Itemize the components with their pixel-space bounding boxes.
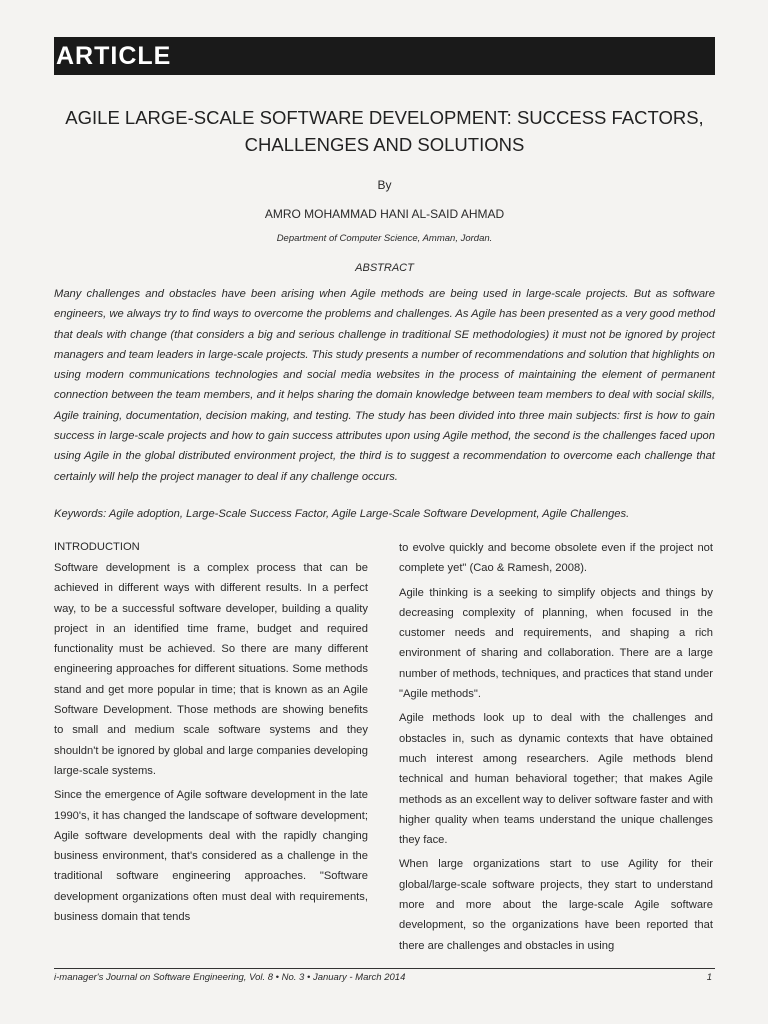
- page-number: 1: [706, 972, 712, 983]
- abstract-heading: ABSTRACT: [355, 262, 414, 274]
- author-affiliation: Department of Computer Science, Amman, Jordan.: [276, 233, 493, 244]
- keywords: Keywords: Agile adoption, Large-Scale Success Factor, Agile Large-Scale Software Development, Agile Challenges.: [54, 508, 630, 520]
- right-column: [399, 538, 713, 960]
- body-paragraph: Since the emergence of Agile software development in the late 1990's, it has changed the landscape of software development; Agile software developments deal with the rapidly changing business environment, that's considered as a challenge in the traditional software engineering approaches. "Software development organizations often must deal with requirements, business domain that tends: [54, 789, 368, 924]
- body-paragraph: to evolve quickly and become obsolete even if the project not complete yet" (Cao & Ramesh, 2008).: [399, 542, 713, 575]
- by-line: By: [377, 178, 392, 192]
- journal-footer: i-manager's Journal on Software Engineering, Vol. 8 • No. 3 • January - March 2014: [54, 972, 406, 983]
- introduction-heading: INTRODUCTION: [54, 541, 140, 553]
- abstract-text: Many challenges and obstacles have been arising when Agile methods are being used in large-scale projects. But as software engineers, we always try to find ways to overcome the problems and challenges. As Agile has been presented as a very good method that deals with change (that considers a big and serious challenge in traditional SE methodologies) it must not be ignored by project managers and team leaders in large-scale projects. This study presents a number of recommendations and solution that highlights on using modern communications technologies and social media websites in the process of maintaining the element of permanent connection between the team members, and it helps sharing the domain knowledge between team members to deal with social skills, Agile training, documentation, decision making, and testing. The study has been divided into three main subjects: first is how to gain success in large-scale projects and how to gain success attributes upon using Agile method, the second is the challenges faced upon using Agile in the global distributed environment project, the third is to suggest a recommendation to overcome each challenge that certainly will help the project manager to deal if any challenge occurs.: [54, 288, 715, 483]
- paper-title: AGILE LARGE-SCALE SOFTWARE DEVELOPMENT: SUCCESS FACTORS, CHALLENGES AND SOLUTIONS: [65, 107, 704, 155]
- body-paragraph: Agile methods look up to deal with the challenges and obstacles in, such as dynamic contexts that have obtained much interest among researchers. Agile methods blend technical and human behavioral together; that makes Agile methods as an excellent way to deliver software faster and with higher quality when teams understand the unique challenges they face.: [399, 712, 713, 847]
- body-paragraph: Agile thinking is a seeking to simplify objects and things by decreasing complexity of planning, when focused in the customer needs and requirements, and shaping a rich environment of sharing and collaboration. There are a large number of methods, techniques, and practices that stand under "Agile methods".: [399, 586, 713, 701]
- footer-divider: [54, 968, 715, 969]
- body-paragraph: When large organizations start to use Agility for their global/large-scale software projects, they start to understand more and more about the large-scale Agile software development, so the organizations have been reported that there are challenges and obstacles in using: [399, 858, 713, 952]
- author-name: AMRO MOHAMMAD HANI AL-SAID AHMAD: [264, 207, 505, 221]
- article-banner: ARTICLE: [54, 37, 715, 75]
- body-paragraph: Software development is a complex process that can be achieved in different ways with different results. In a perfect way, to be a successful software developer, building a quality project in an identified time frame, budget and required functionality must be achieved. So there are many different engineering approaches for different situations. Some methods stand and get more popular in time; that is known as an Agile Software Development. Those methods are showing benefits to small and medium scale software systems and they shouldn't be ignored by global and large companies developing large-scale systems.: [54, 562, 368, 777]
- left-column: [54, 538, 368, 931]
